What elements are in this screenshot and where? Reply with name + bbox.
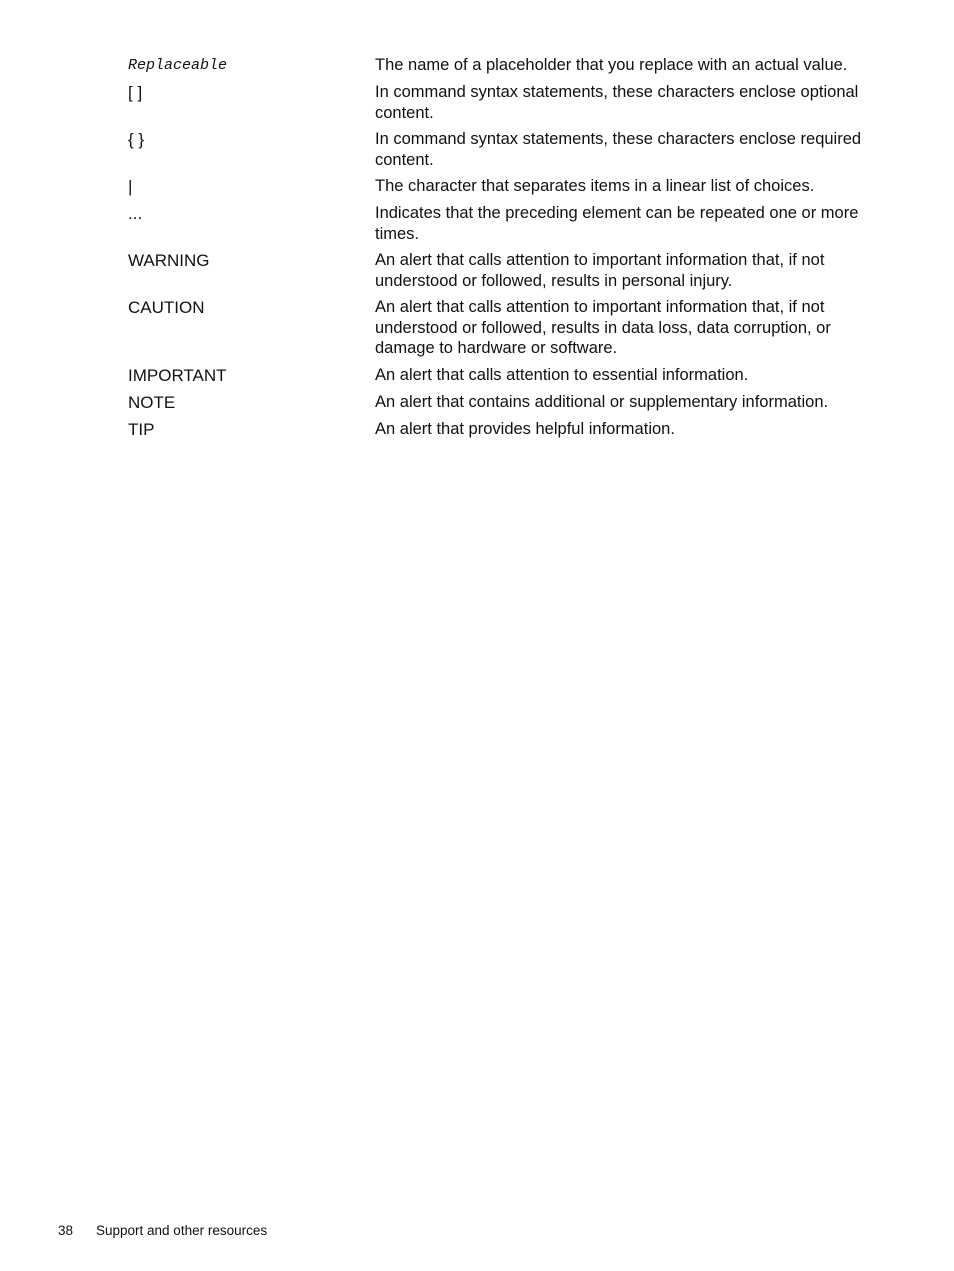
convention-term: ...: [128, 204, 143, 223]
convention-description: The name of a placeholder that you replace with an actual value.: [375, 56, 848, 74]
convention-row: [128, 129, 873, 170]
convention-term: [ ]: [128, 83, 143, 102]
convention-term: WARNING: [128, 251, 210, 270]
page-number: 38: [58, 1223, 74, 1238]
convention-term: Replaceable: [128, 57, 228, 74]
convention-row: [128, 419, 873, 440]
convention-row: [128, 365, 873, 386]
convention-row: [128, 55, 873, 76]
page-footer: [58, 1222, 267, 1240]
convention-description: An alert that calls attention to important information that, if not understood or followed, results in personal injury.: [375, 251, 825, 290]
conventions-table: [128, 55, 873, 446]
convention-row: [128, 176, 873, 197]
convention-description: In command syntax statements, these characters enclose optional content.: [375, 83, 859, 122]
convention-term: TIP: [128, 419, 155, 439]
convention-row: [128, 250, 873, 291]
convention-description: Indicates that the preceding element can be repeated one or more times.: [375, 204, 859, 243]
convention-term: |: [128, 177, 133, 196]
convention-term: CAUTION: [128, 298, 205, 317]
footer-section-title: Support and other resources: [96, 1223, 268, 1238]
convention-term: IMPORTANT: [128, 365, 227, 385]
convention-description: An alert that provides helpful information.: [375, 419, 675, 438]
convention-description: An alert that calls attention to important information that, if not understood or followed, results in data loss, data corruption, or damage to hardware or software.: [375, 298, 831, 357]
convention-description: An alert that contains additional or supplementary information.: [375, 392, 829, 411]
convention-term: { }: [128, 130, 145, 149]
convention-description: An alert that calls attention to essential information.: [375, 365, 749, 384]
convention-description: The character that separates items in a linear list of choices.: [375, 177, 815, 195]
convention-row: [128, 82, 873, 123]
convention-term: NOTE: [128, 392, 176, 412]
convention-description: In command syntax statements, these characters enclose required content.: [375, 130, 862, 169]
convention-row: [128, 297, 873, 359]
convention-row: [128, 203, 873, 244]
convention-row: [128, 392, 873, 413]
